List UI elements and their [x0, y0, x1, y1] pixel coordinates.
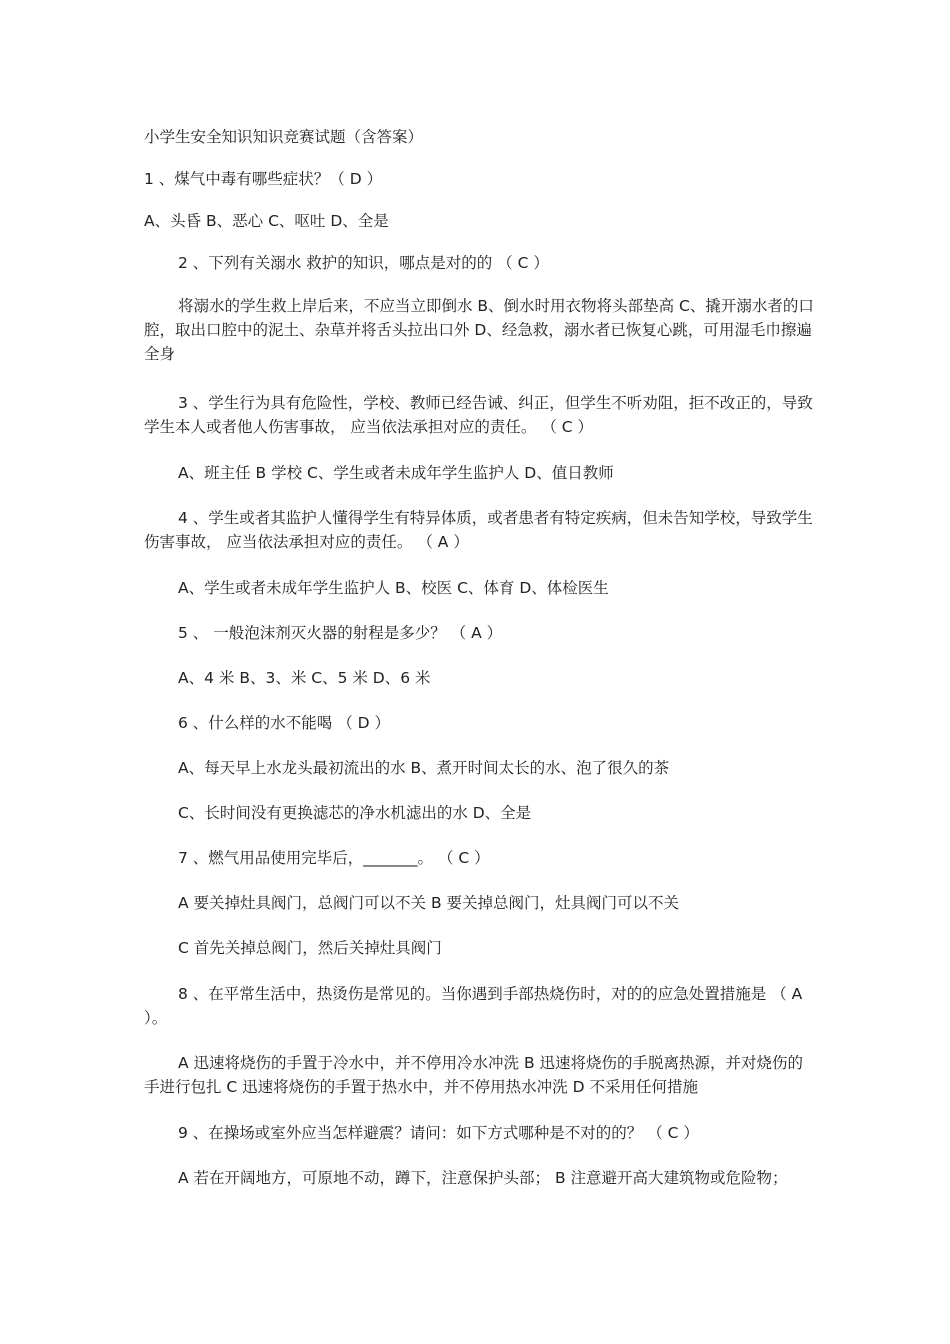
- question-2: 2 、下列有关溺水 救护的知识，哪点是对的的 （ C ）: [178, 254, 549, 272]
- question-3-options: A、班主任 B 学校 C、学生或者未成年学生监护人 D、值日教师: [178, 464, 614, 482]
- question-4-options: A、学生或者未成年学生监护人 B、校医 C、体育 D、体检医生: [178, 579, 609, 597]
- question-1-options: A、头昏 B、恶心 C、呕吐 D、全是: [144, 212, 389, 230]
- question-7-options-a-b: A 要关掉灶具阀门，总阀门可以不关 B 要关掉总阀门，灶具阀门可以不关: [178, 894, 680, 912]
- question-5-options: A、4 米 B、3、米 C、5 米 D、6 米: [178, 669, 431, 687]
- question-6: 6 、什么样的水不能喝 （ D ）: [178, 714, 391, 732]
- question-9: 9 、在操场或室外应当怎样避震？请问：如下方式哪种是不对的的？ （ C ）: [178, 1124, 699, 1142]
- question-5: 5 、 一般泡沫剂灭火器的射程是多少？ （ A ）: [178, 624, 503, 642]
- question-8: 8 、在平常生活中，热烫伤是常见的。当你遇到手部热烧伤时，对的的应急处置措施是 （ A ）。: [144, 985, 803, 1027]
- document-title: 小学生安全知识知识竞赛试题（含答案）: [144, 128, 424, 146]
- question-6-options-a-b: A、每天早上水龙头最初流出的水 B、煮开时间太长的水、泡了很久的茶: [178, 759, 670, 777]
- question-9-options: A 若在开阔地方，可原地不动，蹲下，注意保护头部； B 注意避开高大建筑物或危险物；: [178, 1169, 788, 1187]
- question-8-options: A 迅速将烧伤的手置于冷水中，并不停用冷水冲洗 B 迅速将烧伤的手脱离热源，并对烧伤的手进行包扎 C 迅速将烧伤的手置于热水中，并不停用热水冲洗 D 不采用任何措施: [144, 1054, 804, 1096]
- question-2-options: 将溺水的学生救上岸后来，不应当立即倒水 B、倒水时用衣物将头部垫高 C、撬开溺水者的口腔，取出口腔中的泥土、杂草并将舌头拉出口外 D、经急救，溺水者已恢复心跳，可用湿毛巾擦遍全身: [144, 297, 814, 363]
- question-4: 4 、学生或者其监护人懂得学生有特异体质，或者患者有特定疾病，但未告知学校，导致学生伤害事故， 应当依法承担对应的责任。 （ A ）: [144, 509, 813, 551]
- question-1: 1 、煤气中毒有哪些症状？（ D ）: [144, 170, 383, 188]
- question-3: 3 、学生行为具有危险性，学校、教师已经告诫、纠正，但学生不听劝阻，拒不改正的，导致学生本人或者他人伤害事故， 应当依法承担对应的责任。 （ C ）: [144, 394, 813, 436]
- question-7-option-c: C 首先关掉总阀门，然后关掉灶具阀门: [178, 939, 442, 957]
- question-7: 7 、燃气用品使用完毕后，_______。 （ C ）: [178, 849, 490, 867]
- question-6-options-c-d: C、长时间没有更换滤芯的净水机滤出的水 D、全是: [178, 804, 532, 822]
